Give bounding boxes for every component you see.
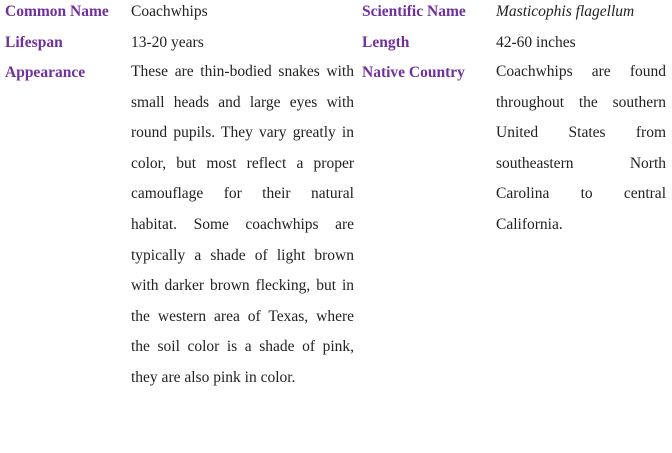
length-value: 42-60 inches [496,34,576,51]
common-name-label: Common Name [5,3,109,20]
scientific-name-value: Masticophis flagellum [496,3,635,20]
lifespan-label: Lifespan [5,34,63,51]
appearance-label: Appearance [5,64,86,81]
scientific-name-label: Scientific Name [362,3,466,20]
lifespan-value: 13-20 years [131,34,204,51]
native-country-value: Coachwhips are found throughout the southern United States from southeastern North Carolina to central California. [496,63,666,233]
native-country-label: Native Country [362,64,465,81]
appearance-value: These are thin-bodied snakes with small heads and large eyes with round pupils. They vary greatly in color, but most reflect a proper camouflage for their natural habitat. Some coachwhips are typically a shade of light brown with darker brown flecking, but in the western area of Texas, where the soil color is a shade of pink, they are also pink in color. [131,63,354,386]
length-label: Length [362,34,410,51]
common-name-value: Coachwhips [131,3,208,20]
